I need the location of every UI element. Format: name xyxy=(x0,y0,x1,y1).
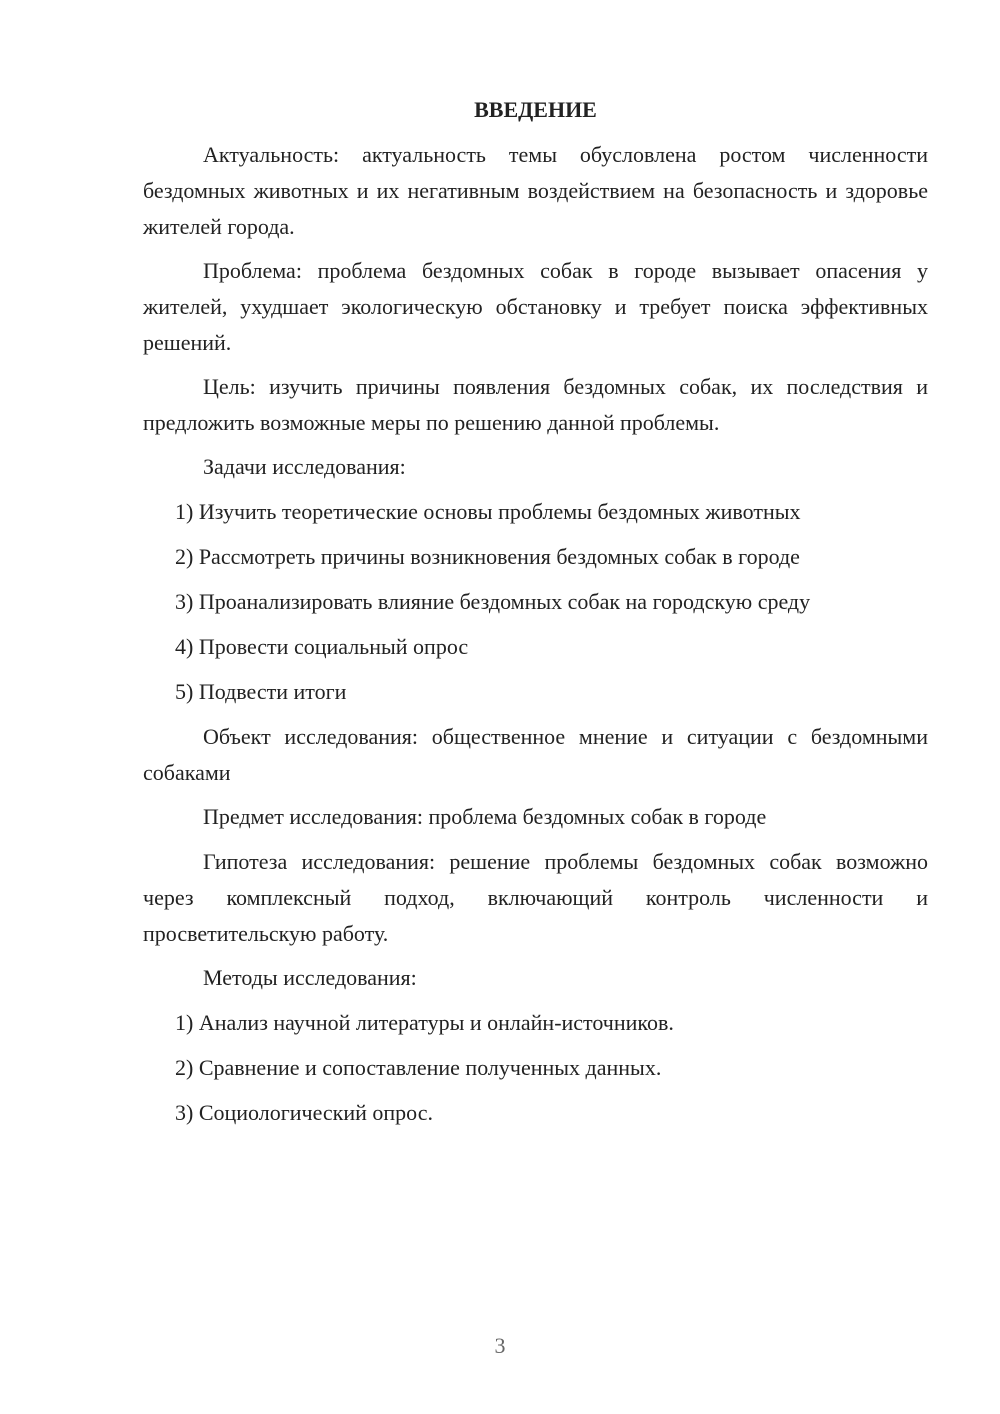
problem-paragraph: Проблема: проблема бездомных собак в городе вызывает опасения у жителей, ухудшает экологическую обстановку и требует поиска эффективных решений. xyxy=(143,258,928,355)
task-item: 3) Проанализировать влияние бездомных собак на городскую среду xyxy=(175,589,811,614)
hypothesis-paragraph: Гипотеза исследования: решение проблемы бездомных собак возможно через комплексный подход, включающий контроль численности и просветительскую работу. xyxy=(143,849,928,946)
object-paragraph: Объект исследования: общественное мнение и ситуации с бездомными собаками xyxy=(143,724,928,785)
method-item: 1) Анализ научной литературы и онлайн-источников. xyxy=(175,1010,674,1035)
subject-paragraph: Предмет исследования: проблема бездомных собак в городе xyxy=(203,804,767,829)
page-title: ВВЕДЕНИЕ xyxy=(474,97,597,122)
task-item: 5) Подвести итоги xyxy=(175,679,347,704)
method-item: 2) Сравнение и сопоставление полученных данных. xyxy=(175,1055,662,1080)
tasks-heading: Задачи исследования: xyxy=(203,454,406,479)
relevance-paragraph: Актуальность: актуальность темы обусловлена ростом численности бездомных животных и их негативным воздействием на безопасность и здоровье жителей города. xyxy=(143,142,928,239)
page-number: 3 xyxy=(494,1333,506,1358)
task-item: 1) Изучить теоретические основы проблемы бездомных животных xyxy=(175,499,801,524)
page-content xyxy=(143,95,928,1140)
methods-heading: Методы исследования: xyxy=(203,965,417,990)
goal-paragraph: Цель: изучить причины появления бездомных собак, их последствия и предложить возможные меры по решению данной проблемы. xyxy=(143,374,928,435)
method-item: 3) Социологический опрос. xyxy=(175,1100,433,1125)
task-item: 4) Провести социальный опрос xyxy=(175,634,469,659)
task-item: 2) Рассмотреть причины возникновения бездомных собак в городе xyxy=(175,544,800,569)
